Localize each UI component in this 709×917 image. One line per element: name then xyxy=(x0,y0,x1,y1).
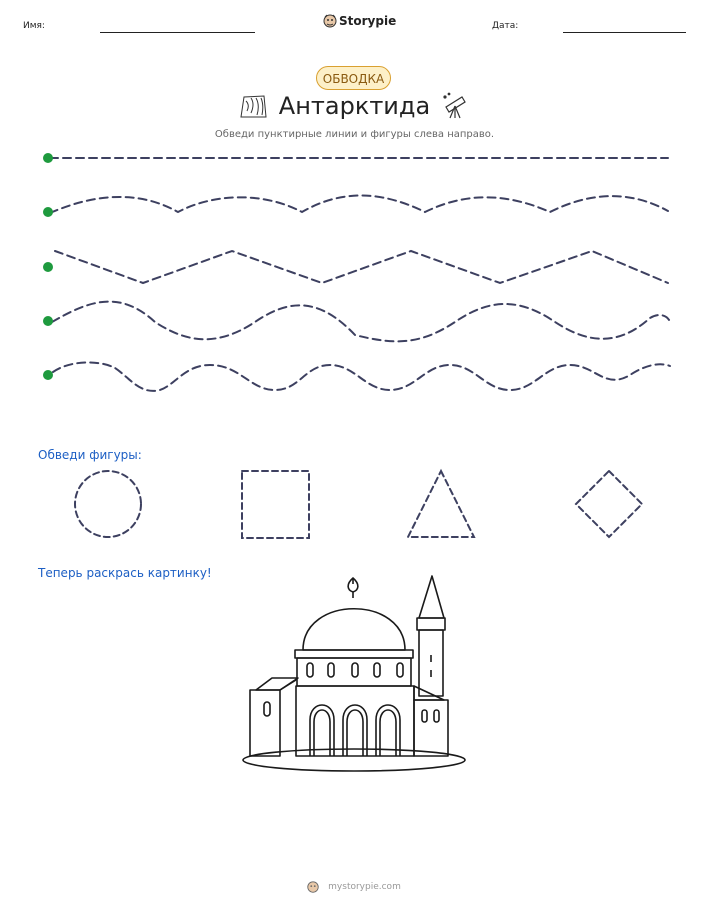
brand-name: Storypie xyxy=(339,14,397,28)
coloring-section-label: Теперь раскрась картинку! xyxy=(38,566,212,580)
footer-website[interactable]: mystorypie.com xyxy=(328,882,401,892)
date-label: Дата: xyxy=(492,21,519,31)
activity-badge: ОБВОДКА xyxy=(316,66,391,90)
dome xyxy=(303,609,405,650)
ground-base xyxy=(243,749,465,771)
page-title: Антарктида xyxy=(278,92,431,120)
page-subtitle: Обведи пунктирные линии и фигуры слева направо. xyxy=(214,129,495,140)
shapes-section-label: Обведи фигуры: xyxy=(38,448,142,462)
name-label: Имя: xyxy=(23,21,45,31)
